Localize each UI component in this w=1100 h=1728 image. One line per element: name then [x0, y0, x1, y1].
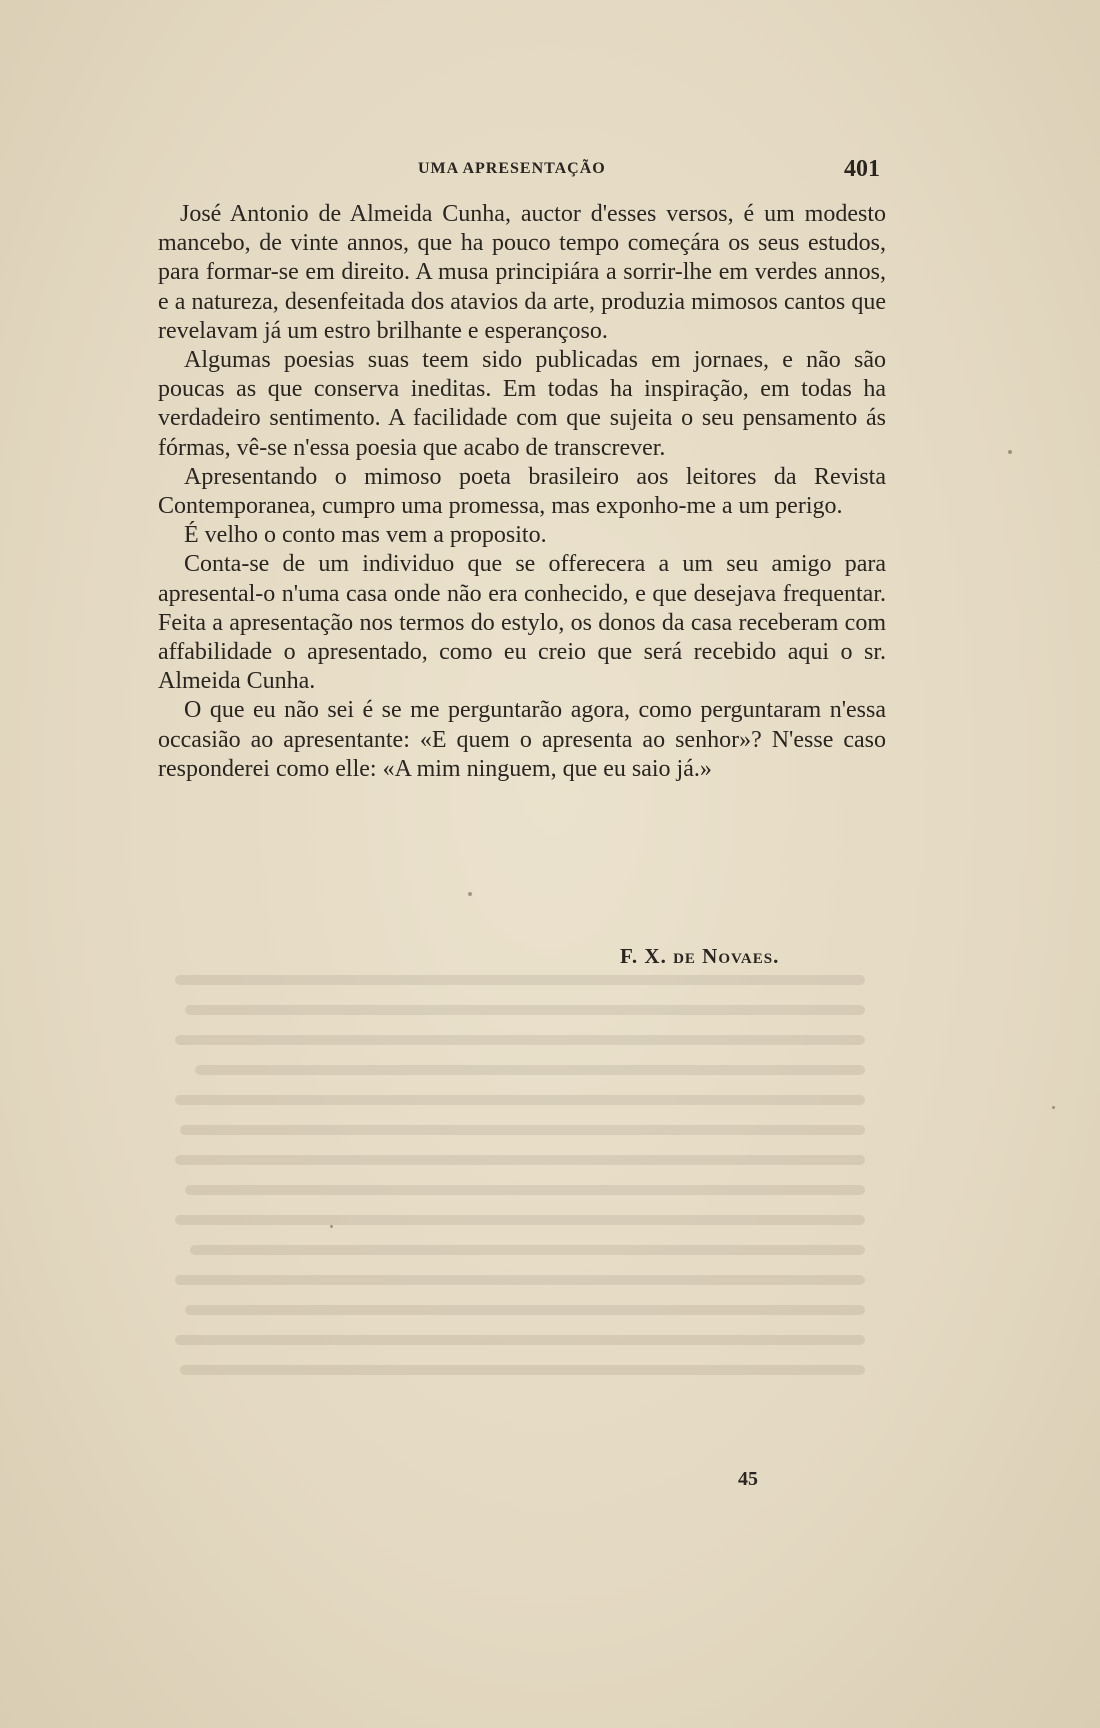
paper-speck — [1008, 450, 1012, 454]
paragraph: O que eu não sei é se me perguntarão agora, como perguntaram n'essa occasião ao apresentante: «E quem o apresenta ao senhor»? N'esse caso responderei como elle: «A mim ninguem, que eu saio já.» — [158, 697, 886, 782]
paragraph: Conta-se de um individuo que se offerecera a um seu amigo para apresental-o n'uma casa onde não era conhecido, e que desejava frequentar. Feita a apresentação nos termos do estylo, os donos da casa receberam com affabilidade o apresentado, como eu creio que será recebido aqui o sr. Almeida Cunha. — [158, 551, 886, 695]
show-through-lines — [160, 960, 880, 1400]
body-text — [158, 200, 886, 784]
author-signature: F. X. de Novaes. — [620, 944, 780, 968]
show-through-texture — [160, 960, 880, 1400]
paper-speck — [1052, 1106, 1055, 1109]
signature-mark: 45 — [738, 1468, 758, 1490]
page-number: 401 — [844, 156, 880, 182]
page-header — [158, 156, 886, 188]
paragraph: Apresentando o mimoso poeta brasileiro aos leitores da Revista Contemporanea, cumpro uma promessa, mas exponho-me a um perigo. — [158, 463, 886, 520]
paragraph: José Antonio de Almeida Cunha, auctor d'esses versos, é um modesto mancebo, de vinte annos, que ha pouco tempo começára os seus estudos, para formar-se em direito. A musa principiára a sorrir-lhe em verdes annos, e a natureza, desenfeitada dos atavios da arte, produzia mimosos cantos que revelavam já um estro brilhante e esperançoso. — [158, 201, 886, 344]
paper-speck — [468, 892, 472, 896]
paragraph: Algumas poesias suas teem sido publicadas em jornaes, e não são poucas as que conserva ineditas. Em todas ha inspiração, em todas ha verdadeiro sentimento. A facilidade com que sujeita o seu pensamento ás fórmas, vê-se n'essa poesia que acabo de transcrever. — [158, 347, 886, 461]
paper-speck — [330, 1225, 333, 1228]
paragraph: É velho o conto mas vem a proposito. — [184, 522, 547, 549]
running-title: UMA APRESENTAÇÃO — [418, 160, 606, 177]
